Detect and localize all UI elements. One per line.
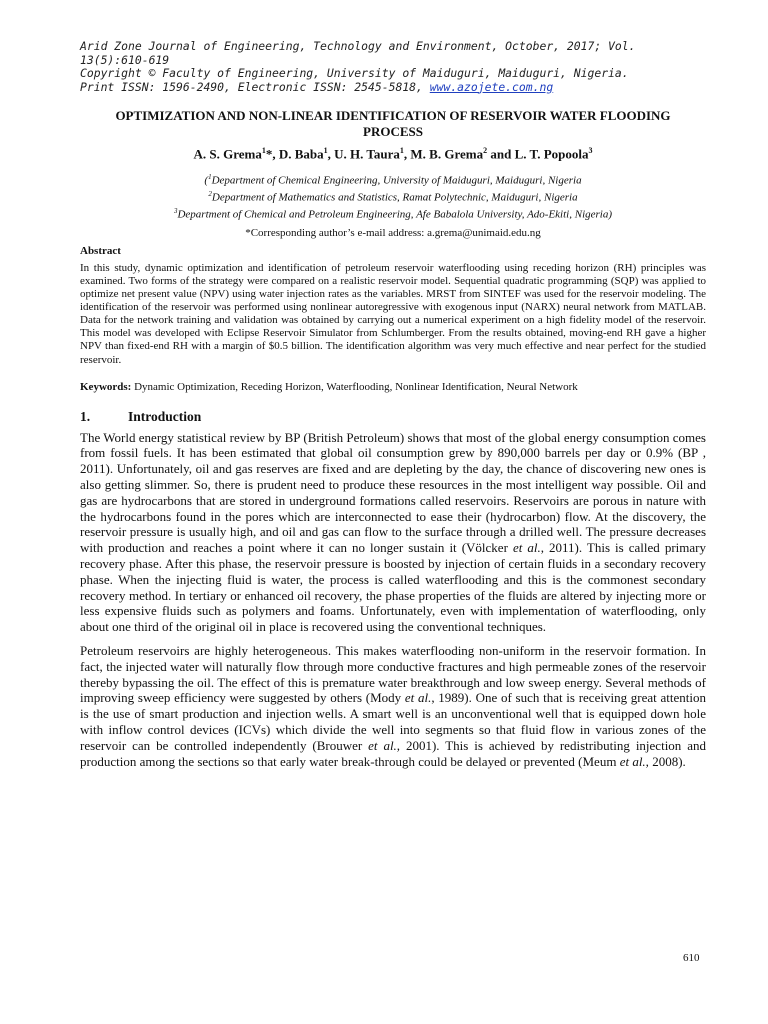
affiliation-text: Department of Chemical and Petroleum Engineering, Afe Babalola University, Ado-Ekiti, Nigeria: [177, 208, 609, 221]
body-paragraph: [80, 430, 706, 635]
affiliation-number: 1: [208, 173, 212, 182]
paragraph-text: Petroleum reservoirs are highly heterogeneous. This makes waterflooding non-uniform in the reservoir formation. In fact, the injected water will naturally flow through more conductive fractures and high permeable zones of the reservoir thereby bypassing the oil. The effect of this is premature water breakthrough and low sweep energy. Several methods of improving sweep efficiency were suggested by others (Mody: [80, 643, 706, 706]
abstract-body: In this study, dynamic optimization and identification of petroleum reservoir waterflooding using receding horizon (RH) principles was examined. Two forms of the strategy were compared on a realistic reservoir model. Sequential quadratic programming (SQP) was applied to optimize net present value (NPV) using water injection rates as the variables. MRST from SINTEF was used for the reservoir modeling. The identification of the reservoir was performed using nonlinear autoregressive with exogenous input (NARX) neural network from MATLAB. Data for the network training and validation was obtained by carrying out a numerical experiment on a high fidelity model of the reservoir. This model was developed with Eclipse Reservoir Simulator from Schlumberger. From the results obtained, moving-end RH gave a higher NPV than fixed-end RH with a margin of $0.5 billion. The identification algorithm was very much effective and near perfect for the studied reservoir.: [80, 261, 706, 366]
keywords: [80, 381, 706, 393]
paragraph-text: The World energy statistical review by BP (British Petroleum) shows that most of the global energy consumption comes from fossil fuels. It has been estimated that global oil consumption grew by 890,000 barrels per day or 0.9% (BP , 2011). Unfortunately, oil and gas reserves are fixed and are depleting by the day, the chance of discovering new ones is also getting slimmer. So, there is prudent need to produce these resources in the most intelligent way possible. Oil and gas are hydrocarbons that are stored in underground formations called reservoirs. Reservoirs are porous in nature with the hydrocarbons found in the pores which are interconnected to ease their (hydrocarbon) flow. At the discovery, the reservoir pressure is usually high, and oil and gas can flow to the surface through a drilled well. The pressure decreases with production and reaches a point where it can no longer sustain it (Völcker: [80, 429, 706, 556]
keywords-label: Keywords:: [80, 380, 132, 393]
section-number: 1.: [80, 408, 91, 424]
corresponding-author: *Corresponding author’s e-mail address: a.grema@unimaid.edu.ng: [245, 226, 541, 239]
affiliations: [80, 171, 706, 222]
paper-title: OPTIMIZATION AND NON-LINEAR IDENTIFICATION OF RESERVOIR WATER FLOODING PROCESS: [115, 108, 671, 139]
paper-page: [80, 40, 706, 769]
affiliation-marker: 1: [399, 146, 404, 155]
affiliation-2: [80, 188, 706, 205]
corresponding-marker: *,: [265, 146, 279, 162]
citation-italic: et al.: [512, 540, 541, 556]
author-name: M. B. Grema: [410, 146, 484, 162]
citation-italic: et al.: [404, 690, 432, 706]
author-name: U. H. Taura: [334, 146, 400, 162]
journal-header: [80, 40, 706, 94]
affiliation-1: [80, 171, 706, 188]
page-number: 610: [683, 952, 700, 964]
journal-citation: Arid Zone Journal of Engineering, Technology and Environment, October, 2017; Vol. 13(5):610-619: [80, 39, 636, 67]
author-separator: and: [487, 146, 515, 162]
author-list: [80, 146, 706, 162]
paragraph-text: , 2011). This is called primary recovery phase. After this phase, the reservoir pressure is boosted by injection of certain fluids in a secondary recovery phase. When the injecting fluid is water, the process is called waterflooding and this is the commonest secondary recovery method. In tertiary or enhanced oil recovery, the phase properties of the fluids are altered by injecting more or less expensive fluids such as polymers and foams. Unfortunately, even with implementation of waterflooding, only about one third of the original oil in place is recovered using the conventional techniques.: [80, 540, 706, 635]
paragraph-text: 2008).: [648, 753, 686, 769]
author-separator: ,: [403, 146, 411, 162]
journal-website-link[interactable]: www.azojete.com.ng: [429, 79, 554, 94]
affiliation-marker: 3: [588, 146, 593, 155]
affiliation-number: 3: [173, 207, 178, 216]
copyright-line: Copyright © Faculty of Engineering, University of Maiduguri, Maiduguri, Nigeria.: [80, 66, 629, 80]
affiliation-marker: 1: [261, 146, 266, 155]
citation-italic: et al.,: [619, 753, 649, 769]
affiliation-close-paren: ): [608, 208, 613, 221]
affiliation-marker: 1: [323, 146, 328, 155]
abstract-heading: Abstract: [80, 244, 121, 257]
citation-italic: et al.,: [368, 737, 401, 753]
issn-text: Print ISSN: 1596-2490, Electronic ISSN: 2545-5818,: [80, 79, 430, 94]
author-name: D. Baba: [278, 146, 324, 162]
issn-line: [80, 81, 706, 95]
body-paragraph: [80, 643, 706, 769]
section-title: Introduction: [128, 408, 202, 424]
affiliation-text: Department of Chemical Engineering, University of Maiduguri, Maiduguri, Nigeria: [211, 174, 582, 187]
author-separator: ,: [327, 146, 335, 162]
affiliation-text: Department of Mathematics and Statistics, Ramat Polytechnic, Maiduguri, Nigeria: [211, 191, 578, 204]
author-name: L. T. Popoola: [514, 146, 589, 162]
keywords-text: Dynamic Optimization, Receding Horizon, Waterflooding, Nonlinear Identification, Neural Network: [131, 380, 578, 393]
affiliation-open-paren: (: [204, 174, 209, 187]
paragraph-text: , 1989). One of such that is receiving great attention is the use of smart production and injection wells. A smart well is an unconventional well that is equipped down hole with inflow control devices (ICVs) which divide the well into segments so that fluid flow in various zones of the reservoir can be controlled independently (Brouwer: [80, 690, 706, 753]
section-heading: [80, 409, 706, 425]
affiliation-3: [80, 205, 706, 222]
affiliation-number: 2: [208, 190, 212, 199]
paragraph-text: 2001). This is achieved by redistributing injection and production among the sections so that early water break-through could be delayed or prevented (Meum: [80, 737, 706, 769]
affiliation-marker: 2: [483, 146, 488, 155]
author-name: A. S. Grema: [193, 146, 262, 162]
